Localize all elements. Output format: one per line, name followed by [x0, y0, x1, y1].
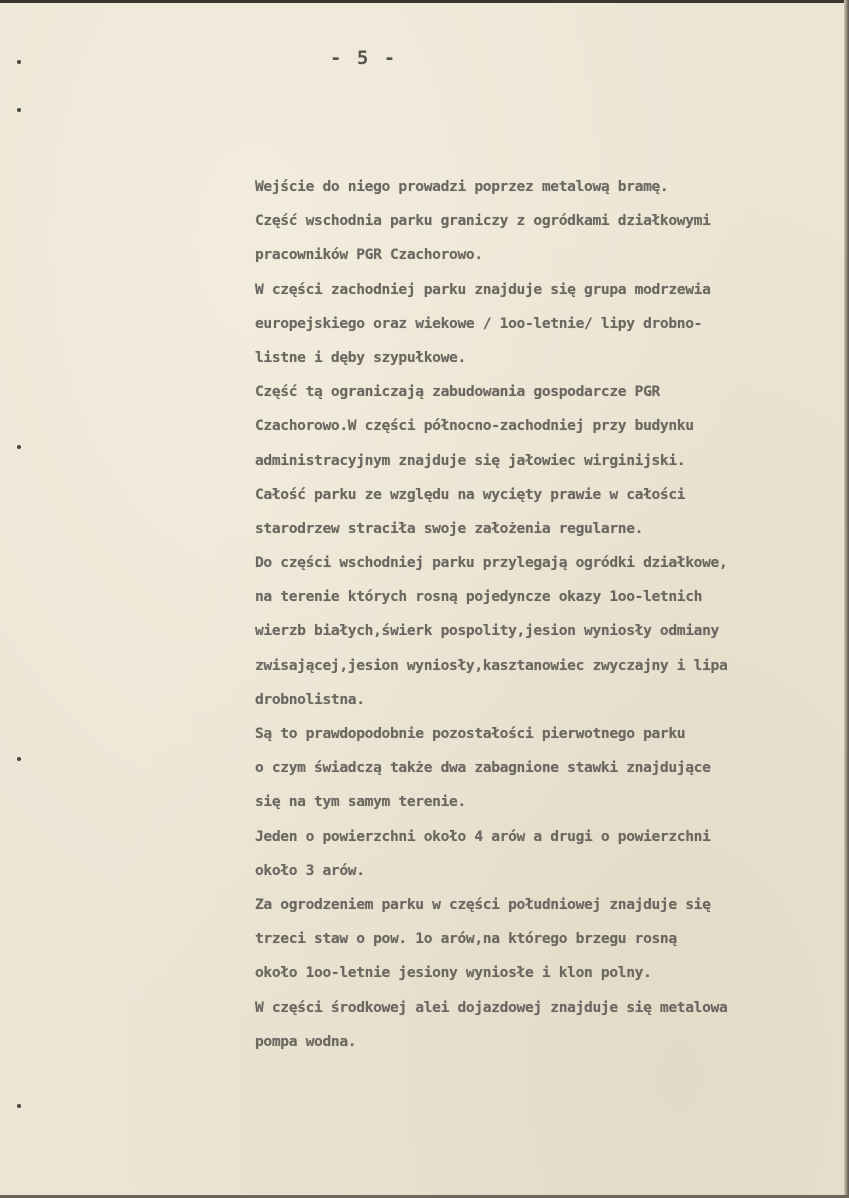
scan-edge-right: [844, 0, 849, 1198]
page-number: - 5 -: [330, 47, 398, 69]
text-line: wierzb białych,świerk pospolity,jesion wyniosły odmiany: [255, 622, 719, 640]
text-line: Jeden o powierzchni około 4 arów a drugi o powierzchni: [255, 827, 711, 845]
punch-mark: [17, 1104, 21, 1108]
text-line: starodrzew straciła swoje założenia regularne.: [255, 519, 644, 537]
text-line: Czachorowo.W części północno-zachodniej przy budynku: [255, 417, 694, 435]
punch-mark: [17, 60, 21, 64]
typewritten-body: [255, 170, 835, 1059]
text-line: drobnolistna.: [255, 690, 365, 708]
text-line: Są to prawdopodobnie pozostałości pierwotnego parku: [255, 725, 686, 742]
text-line: listne i dęby szypułkowe.: [255, 348, 466, 366]
text-line: Za ogrodzeniem parku w części południowej znajduje się: [255, 895, 711, 913]
text-line: trzeci staw o pow. 1o arów,na którego brzegu rosną: [255, 930, 677, 948]
text-line: się na tym samym terenie.: [255, 793, 466, 811]
text-line: Całość parku ze względu na wycięty prawie w całości: [255, 485, 686, 503]
text-line: W części zachodniej parku znajduje się grupa modrzewia: [255, 280, 711, 298]
scan-edge-top: [0, 0, 849, 3]
text-line: na terenie których rosną pojedyncze okazy 1oo-letnich: [255, 588, 703, 606]
text-line: Część tą ograniczają zabudowania gospodarcze PGR: [255, 383, 660, 401]
text-line: Wejście do niego prowadzi poprzez metalową bramę.: [255, 178, 669, 195]
text-line: europejskiego oraz wiekowe / 1oo-letnie/ lipy drobno-: [255, 314, 703, 332]
text-line: administracyjnym znajduje się jałowiec wirginijski.: [255, 451, 686, 469]
punch-mark: [17, 108, 21, 112]
text-line: Do części wschodniej parku przylegają ogródki działkowe,: [255, 554, 728, 572]
text-line: o czym świadczą także dwa zabagnione stawki znajdujące: [255, 759, 711, 777]
text-line: W części środkowej alei dojazdowej znajduje się metalowa: [255, 998, 728, 1016]
text-line: pompa wodna.: [255, 1032, 357, 1050]
text-line: zwisającej,jesion wyniosły,kasztanowiec zwyczajny i lipa: [255, 656, 728, 674]
text-line: pracowników PGR Czachorowo.: [255, 246, 483, 264]
text-line: Część wschodnia parku graniczy z ogródkami działkowymi: [255, 212, 711, 230]
text-line: około 1oo-letnie jesiony wyniosłe i klon polny.: [255, 964, 652, 982]
punch-mark: [17, 445, 21, 449]
punch-mark: [17, 757, 21, 761]
text-line: około 3 arów.: [255, 861, 365, 879]
